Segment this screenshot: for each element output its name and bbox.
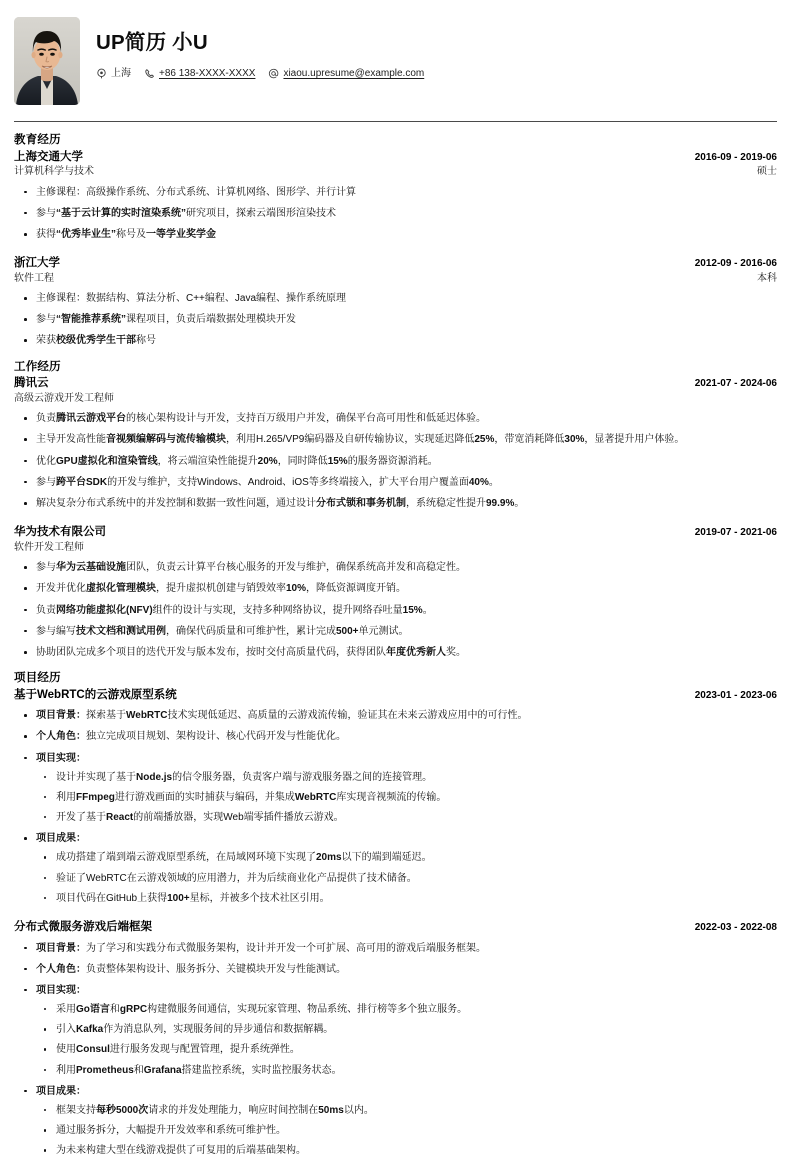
body-text: 库实现音视频流的传输。 xyxy=(336,791,447,803)
entry-subheader xyxy=(14,392,777,407)
sub-bullet-item xyxy=(36,1103,777,1118)
emphasis-text: Kafka xyxy=(76,1024,104,1036)
body-text: 为了学习和实践分布式微服务架构，设计并开发一个可扩展、高可用的游戏后端服务框架。 xyxy=(86,942,486,954)
resume-entry xyxy=(14,920,777,1159)
emphasis-text: 网络功能虚拟化(NFV) xyxy=(56,604,153,616)
body-text: 进行游戏画面的实时捕获与编码，并集成 xyxy=(114,791,295,803)
entry-role: 软件工程 xyxy=(14,272,54,284)
emphasis-text: 25% xyxy=(474,434,495,446)
body-text: 的开发与维护，支持Windows、Android、iOS等多终端接入，扩大平台用户覆盖面 xyxy=(107,476,469,488)
bullet-item xyxy=(14,983,777,1078)
body-text: 参与 xyxy=(36,207,56,219)
body-text: 负责 xyxy=(36,604,56,616)
header-divider xyxy=(14,121,777,122)
bullet-item xyxy=(14,432,777,447)
bullet-item xyxy=(14,603,777,618)
body-text: 称号 xyxy=(136,335,156,347)
body-text: 使用 xyxy=(56,1044,76,1056)
entry-subheader xyxy=(14,541,777,556)
entry-date-range: 2016-09 - 2019-06 xyxy=(694,151,777,163)
resume-entry xyxy=(14,376,777,511)
body-text: 参与编写 xyxy=(36,625,76,637)
bullet-label: 个人角色： xyxy=(36,963,86,975)
bullet-item xyxy=(14,496,777,511)
emphasis-text: 年度优秀新人 xyxy=(386,646,446,658)
sub-bullet-list xyxy=(36,1103,777,1159)
bullet-item xyxy=(14,941,777,956)
emphasis-text: 技术文档和测试用例 xyxy=(76,625,166,637)
entry-subheader xyxy=(14,272,777,287)
emphasis-text: “智能推荐系统” xyxy=(56,314,126,326)
body-text: 组件的设计与实现，支持多种网络协议，提升网络吞吐量 xyxy=(152,604,403,616)
bullet-item xyxy=(14,206,777,221)
body-text: ，将云端渲染性能提升 xyxy=(157,455,258,467)
emphasis-text: Node.js xyxy=(136,771,173,783)
bullet-label: 项目背景： xyxy=(36,710,86,722)
contact-email-value[interactable]: xiaou.upresume@example.com xyxy=(283,67,425,79)
body-text: 请求的并发处理能力，响应时间控制在 xyxy=(148,1105,319,1117)
section-education xyxy=(14,133,777,349)
emphasis-text: 音视频编解码与流传输模块 xyxy=(106,434,226,446)
bullet-list xyxy=(14,411,777,511)
body-text: 称号及 xyxy=(116,228,146,240)
body-text: 协助团队完成多个项目的迭代开发与版本发布，按时交付高质量代码，获得团队 xyxy=(36,646,386,658)
body-text: 。 xyxy=(488,476,499,488)
bullet-list xyxy=(14,291,777,349)
emphasis-text: 腾讯云游戏平台 xyxy=(56,413,126,425)
entry-role: 高级云游戏开发工程师 xyxy=(14,392,114,404)
bullet-list xyxy=(14,708,777,906)
body-text: ，同时降低 xyxy=(277,455,328,467)
section-title-work: 工作经历 xyxy=(14,360,61,373)
emphasis-text: GPU虚拟化和渲染管线 xyxy=(56,455,158,467)
bullet-item xyxy=(14,560,777,575)
body-text: 参与 xyxy=(36,314,56,326)
entry-degree: 本科 xyxy=(757,272,777,284)
body-text: 星标，并被多个技术社区引用。 xyxy=(189,892,330,904)
body-text: 团队，负责云计算平台核心服务的开发与维护，确保系统高并发和高稳定性。 xyxy=(126,562,466,574)
entry-date-range: 2012-09 - 2016-06 xyxy=(694,258,777,270)
header-text-block xyxy=(96,17,777,80)
body-text: 开发了基于 xyxy=(56,812,106,824)
body-text: ，降低资源调度开销。 xyxy=(306,583,407,595)
emphasis-text: 校级优秀学生干部 xyxy=(56,335,136,347)
body-text: 奖。 xyxy=(446,646,466,658)
bullet-item xyxy=(14,645,777,660)
emphasis-text: Grafana xyxy=(143,1064,182,1076)
body-text: 引入 xyxy=(56,1024,76,1036)
entry-degree: 硕士 xyxy=(757,166,777,178)
section-title-projects: 项目经历 xyxy=(14,672,61,685)
entry-date-range: 2022-03 - 2022-08 xyxy=(694,922,777,933)
bullet-item xyxy=(14,708,777,723)
body-text: 负责整体架构设计、服务拆分、关键模块开发与性能测试。 xyxy=(86,963,346,975)
body-text: 的前端播放器，实现Web端零插件播放云游戏。 xyxy=(133,812,344,824)
portrait-photo-icon xyxy=(14,17,80,105)
entry-organization: 腾讯云 xyxy=(14,377,49,390)
emphasis-text: Consul xyxy=(76,1044,110,1056)
entry-organization: 基于WebRTC的云游戏原型系统 xyxy=(14,688,177,701)
entry-date-range: 2023-01 - 2023-06 xyxy=(694,689,777,701)
contact-phone-value[interactable]: +86 138-XXXX-XXXX xyxy=(159,67,256,79)
emphasis-text: “基于云计算的实时渲染系统” xyxy=(56,207,186,219)
body-text: 负责 xyxy=(36,413,56,425)
bullet-item xyxy=(14,831,777,906)
emphasis-text: 一等学业奖学金 xyxy=(146,228,216,240)
entry-header xyxy=(14,525,777,541)
body-text: 搭建监控系统，实时监控服务状态。 xyxy=(181,1064,342,1076)
emphasis-text: WebRTC xyxy=(294,791,337,803)
bullet-item xyxy=(14,454,777,469)
bullet-label: 项目实现： xyxy=(36,984,86,996)
body-text: ，带宽消耗降低 xyxy=(494,434,565,446)
bullet-label: 项目成果： xyxy=(36,833,86,845)
body-text: 设计并实现了基于 xyxy=(56,771,136,783)
body-text: ，系统稳定性提升 xyxy=(406,497,486,509)
section-work xyxy=(14,360,777,660)
bullet-item xyxy=(14,227,777,242)
body-text: 主修课程：高级操作系统、分布式系统、计算机网络、图形学、并行计算 xyxy=(36,186,356,198)
contact-phone[interactable] xyxy=(144,68,255,80)
body-text: 主修课程：数据结构、算法分析、C++编程、Java编程、操作系统原理 xyxy=(36,293,347,305)
entry-role: 软件开发工程师 xyxy=(14,541,84,553)
bullet-item xyxy=(14,312,777,327)
resume-body xyxy=(0,133,799,1169)
sub-bullet-item xyxy=(36,790,777,805)
contact-location xyxy=(96,68,131,80)
sub-bullet-item xyxy=(36,1022,777,1037)
body-text: 构建微服务间通信，实现玩家管理、物品系统、排行榜等多个独立服务。 xyxy=(147,1004,468,1016)
sub-bullet-item xyxy=(36,891,777,906)
body-text: 采用 xyxy=(56,1004,76,1016)
bullet-item xyxy=(14,185,777,200)
emphasis-text: Prometheus xyxy=(76,1064,134,1076)
emphasis-text: 分布式锁和事务机制 xyxy=(316,497,406,509)
body-text: 和 xyxy=(109,1004,120,1016)
emphasis-text: gRPC xyxy=(119,1004,148,1016)
entry-header xyxy=(14,256,777,272)
body-text: 和 xyxy=(133,1064,144,1076)
body-text: 利用 xyxy=(56,791,76,803)
section-projects xyxy=(14,671,777,1158)
emphasis-text: 15% xyxy=(402,604,423,616)
sub-bullet-item xyxy=(36,1123,777,1138)
resume-entry xyxy=(14,525,777,660)
body-text: 进行服务发现与配置管理，提升系统弹性。 xyxy=(109,1044,300,1056)
body-text: ，确保代码质量和可维护性，累计完成 xyxy=(166,625,336,637)
bullet-item xyxy=(14,624,777,639)
emphasis-text: 10% xyxy=(286,583,307,595)
entry-subheader xyxy=(14,165,777,180)
sub-bullet-item xyxy=(36,850,777,865)
section-title-education: 教育经历 xyxy=(14,134,61,146)
body-text: 主导开发高性能 xyxy=(36,434,106,446)
body-text: 荣获 xyxy=(36,335,56,347)
body-text: 的服务器资源消耗。 xyxy=(347,455,438,467)
body-text: 项目代码在GitHub上获得 xyxy=(56,892,168,904)
body-text: 利用 xyxy=(56,1064,76,1076)
body-text: 以内。 xyxy=(343,1105,374,1117)
resume-entry xyxy=(14,256,777,349)
body-text: 参与 xyxy=(36,562,56,574)
emphasis-text: 40% xyxy=(468,476,489,488)
location-pin-icon xyxy=(96,68,107,79)
body-text: 单元测试。 xyxy=(358,625,409,637)
body-text: 解决复杂分布式系统中的并发控制和数据一致性问题，通过设计 xyxy=(36,497,316,509)
body-text: 作为消息队列，实现服务间的异步通信和数据解耦。 xyxy=(103,1024,334,1036)
education-entries xyxy=(14,150,777,349)
emphasis-text: Go语言 xyxy=(76,1004,110,1016)
body-text: 。 xyxy=(514,497,525,509)
body-text: 探索基于 xyxy=(86,710,126,722)
body-text: 研究项目，探索云端图形渲染技术 xyxy=(186,207,336,219)
bullet-item xyxy=(14,751,777,826)
bullet-label: 项目背景： xyxy=(36,942,86,954)
body-text: 验证了WebRTC在云游戏领域的应用潜力，并为后续商业化产品提供了技术储备。 xyxy=(56,872,417,884)
body-text: 课程项目，负责后端数据处理模块开发 xyxy=(126,314,296,326)
bullet-item xyxy=(14,581,777,596)
contact-list xyxy=(96,68,777,80)
project-entries xyxy=(14,688,777,1159)
entry-date-range: 2019-07 - 2021-06 xyxy=(694,527,777,539)
bullet-label: 个人角色： xyxy=(36,731,86,743)
work-entries xyxy=(14,376,777,660)
sub-bullet-list xyxy=(36,1002,777,1078)
phone-icon xyxy=(144,68,155,79)
sub-bullet-item xyxy=(36,1143,777,1158)
body-text: 独立完成项目规划、架构设计、核心代码开发与性能优化。 xyxy=(86,731,346,743)
sub-bullet-item xyxy=(36,871,777,886)
page-title: UP简历 小U xyxy=(96,31,208,54)
entry-role: 计算机科学与技术 xyxy=(14,166,94,178)
resume-entry xyxy=(14,150,777,243)
bullet-item xyxy=(14,962,777,977)
contact-email[interactable] xyxy=(268,68,424,80)
emphasis-text: 虚拟化管理模块 xyxy=(86,583,156,595)
body-text: 以下的端到端延迟。 xyxy=(341,852,432,864)
emphasis-text: 500+ xyxy=(336,625,359,637)
bullet-list xyxy=(14,941,777,1159)
body-text: 。 xyxy=(422,604,433,616)
entry-header xyxy=(14,150,777,166)
emphasis-text: 跨平台SDK xyxy=(56,476,108,488)
entry-date-range: 2021-07 - 2024-06 xyxy=(694,378,777,390)
body-text: 开发并优化 xyxy=(36,583,86,595)
emphasis-text: 15% xyxy=(327,455,348,467)
emphasis-text: 99.9% xyxy=(486,497,515,509)
bullet-item xyxy=(14,1084,777,1159)
entry-organization: 上海交通大学 xyxy=(14,150,83,163)
contact-location-value: 上海 xyxy=(111,67,131,79)
sub-bullet-item xyxy=(36,1002,777,1017)
body-text: ，提升虚拟机创建与销毁效率 xyxy=(156,583,286,595)
sub-bullet-item xyxy=(36,770,777,785)
bullet-list xyxy=(14,185,777,243)
bullet-label: 项目成果： xyxy=(36,1085,86,1097)
sub-bullet-list xyxy=(36,850,777,906)
emphasis-text: 30% xyxy=(564,434,585,446)
entry-organization: 分布式微服务游戏后端框架 xyxy=(14,921,152,933)
emphasis-text: 100+ xyxy=(167,892,190,904)
body-text: 的信令服务器，负责客户端与游戏服务器之间的连接管理。 xyxy=(172,771,433,783)
entry-header xyxy=(14,376,777,392)
bullet-item xyxy=(14,411,777,426)
body-text: ，显著提升用户体验。 xyxy=(584,434,685,446)
resume-entry xyxy=(14,688,777,906)
body-text: 成功搭建了端到端云游戏原型系统，在局域网环境下实现了 xyxy=(56,852,316,864)
emphasis-text: WebRTC xyxy=(126,710,168,722)
emphasis-text: 华为云基础设施 xyxy=(56,562,126,574)
resume-header xyxy=(0,0,799,105)
emphasis-text: 20% xyxy=(257,455,278,467)
bullet-item xyxy=(14,475,777,490)
entry-organization: 华为技术有限公司 xyxy=(14,526,106,539)
emphasis-text: 每秒5000次 xyxy=(96,1105,149,1117)
body-text: 框架支持 xyxy=(56,1105,96,1117)
bullet-item xyxy=(14,291,777,306)
bullet-item xyxy=(14,729,777,744)
emphasis-text: 20ms xyxy=(316,852,342,864)
sub-bullet-list xyxy=(36,770,777,826)
entry-organization: 浙江大学 xyxy=(14,257,60,270)
body-text: 为未来构建大型在线游戏提供了可复用的后端基础架构。 xyxy=(56,1145,306,1157)
sub-bullet-item xyxy=(36,1042,777,1057)
body-text: ，利用H.265/VP9编码器及自研传输协议，实现延迟降低 xyxy=(226,434,475,446)
entry-header xyxy=(14,688,777,704)
emphasis-text: FFmpeg xyxy=(76,791,115,803)
avatar xyxy=(14,17,80,105)
entry-header xyxy=(14,920,777,936)
bullet-label: 项目实现： xyxy=(36,752,86,764)
email-at-icon xyxy=(268,68,279,79)
bullet-item xyxy=(14,333,777,348)
body-text: 技术实现低延迟、高质量的云游戏流传输，验证其在未来云游戏应用中的可行性。 xyxy=(167,710,528,722)
bullet-list xyxy=(14,560,777,660)
body-text: 的核心架构设计与开发，支持百万级用户并发，确保平台高可用性和低延迟体验。 xyxy=(126,413,486,425)
body-text: 通过服务拆分，大幅提升开发效率和系统可维护性。 xyxy=(56,1125,286,1137)
sub-bullet-item xyxy=(36,1063,777,1078)
sub-bullet-item xyxy=(36,810,777,825)
body-text: 获得 xyxy=(36,228,56,240)
emphasis-text: “优秀毕业生” xyxy=(56,228,116,240)
body-text: 优化 xyxy=(36,455,56,467)
body-text: 参与 xyxy=(36,476,56,488)
emphasis-text: 50ms xyxy=(318,1105,344,1117)
emphasis-text: React xyxy=(106,812,134,824)
